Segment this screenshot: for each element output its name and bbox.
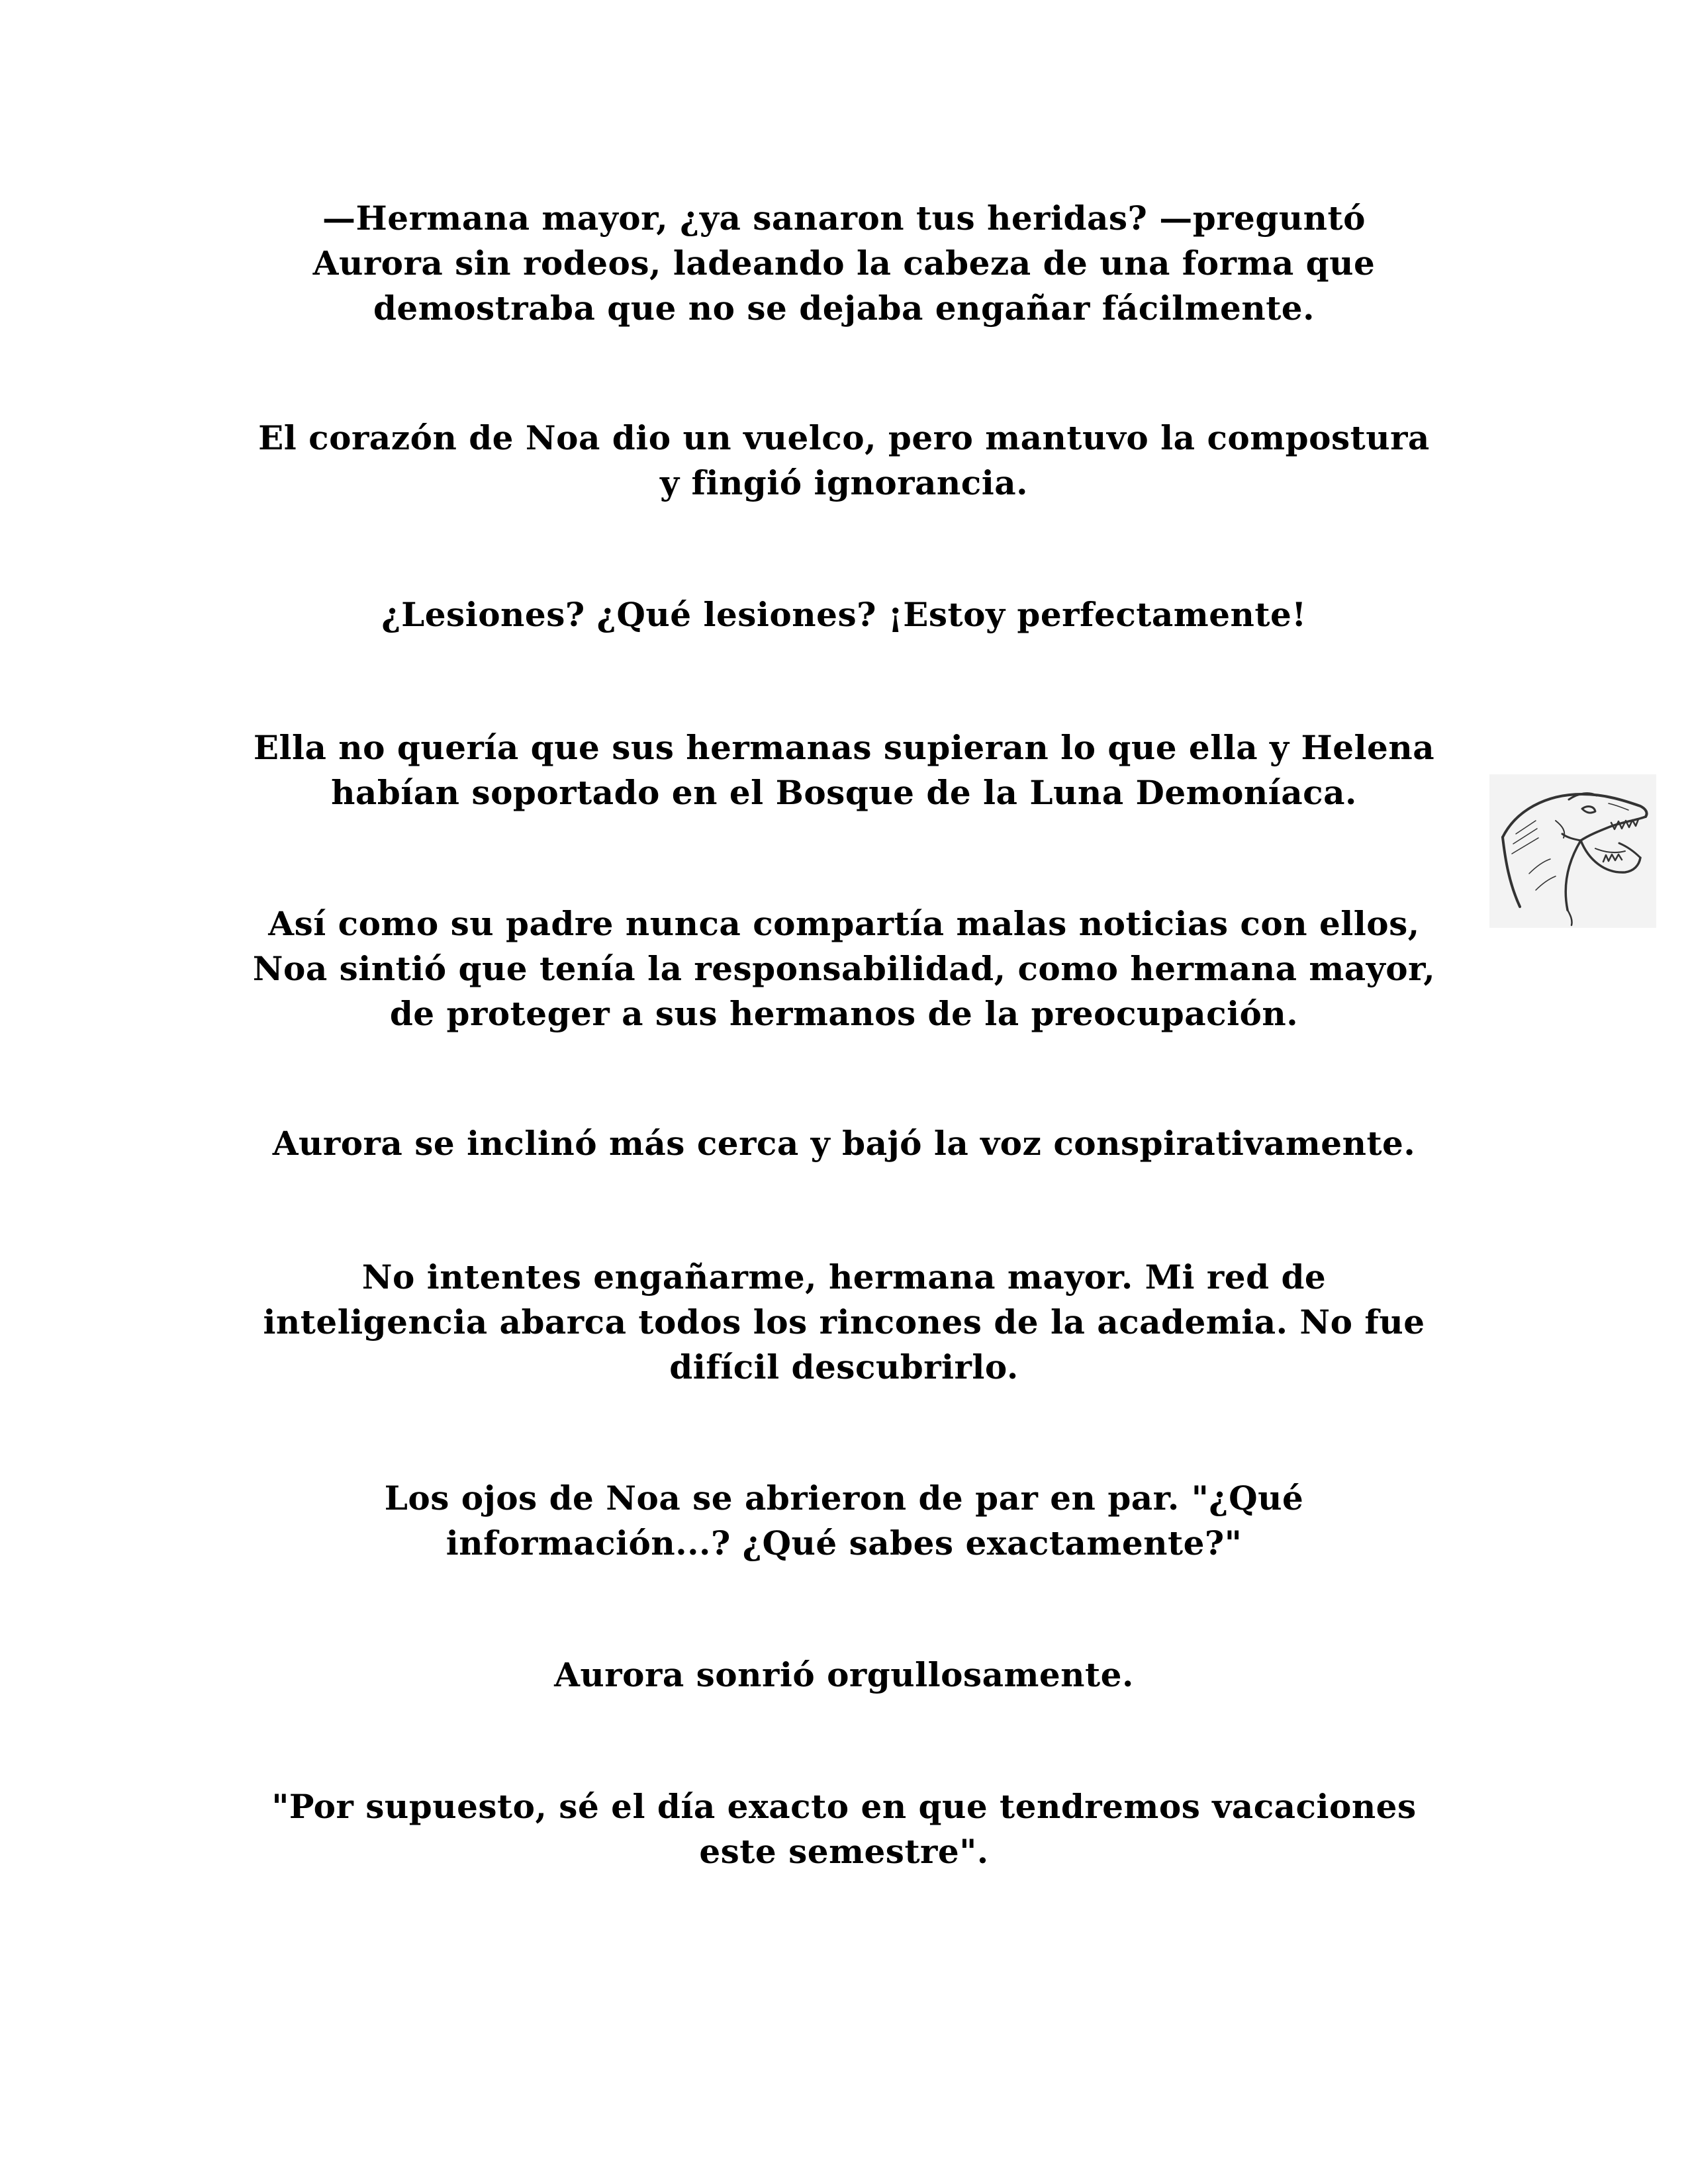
paragraph-6 (199, 1121, 1489, 1166)
paragraph-line: inteligencia abarca todos los rincones de la academia. No fue (263, 1302, 1425, 1342)
paragraph-line: este semestre". (699, 1832, 989, 1871)
paragraph-line: ¿Lesiones? ¿Qué lesiones? ¡Estoy perfectamente! (381, 595, 1307, 634)
paragraph-line: Aurora sonrió orgullosamente. (554, 1655, 1134, 1694)
paragraph-line: habían soportado en el Bosque de la Luna Demoníaca. (331, 773, 1357, 812)
paragraph-8 (199, 1476, 1489, 1566)
paragraph-line: Noa sintió que tenía la responsabilidad, como hermana mayor, (252, 949, 1436, 988)
paragraph-4 (199, 725, 1489, 815)
dinosaur-head-sketch-icon (1489, 774, 1656, 928)
paragraph-line: El corazón de Noa dio un vuelco, pero mantuvo la compostura (258, 418, 1430, 457)
paragraph-line: "Por supuesto, sé el día exacto en que tendremos vacaciones (271, 1787, 1417, 1826)
paragraph-line: de proteger a sus hermanos de la preocupación. (389, 994, 1299, 1033)
paragraph-10 (199, 1784, 1489, 1874)
paragraph-5 (199, 901, 1489, 1036)
paragraph-3 (199, 592, 1489, 637)
paragraph-line: difícil descubrirlo. (669, 1347, 1019, 1387)
paragraph-line: demostraba que no se dejaba engañar fácilmente. (373, 289, 1315, 328)
paragraph-line: Ella no quería que sus hermanas supieran lo que ella y Helena (253, 728, 1435, 767)
paragraph-line: Aurora se inclinó más cerca y bajó la voz conspirativamente. (272, 1124, 1416, 1163)
paragraph-line: información...? ¿Qué sabes exactamente?" (445, 1524, 1243, 1563)
paragraph-line: Así como su padre nunca compartía malas noticias con ellos, (268, 904, 1420, 943)
paragraph-line: —Hermana mayor, ¿ya sanaron tus heridas? —preguntó (322, 199, 1366, 238)
paragraph-line: y fingió ignorancia. (659, 463, 1029, 502)
paragraph-2 (199, 416, 1489, 506)
paragraph-line: No intentes engañarme, hermana mayor. Mi red de (361, 1257, 1327, 1297)
paragraph-9 (199, 1653, 1489, 1698)
paragraph-7 (199, 1255, 1489, 1390)
paragraph-1 (199, 196, 1489, 331)
paragraph-line: Los ojos de Noa se abrieron de par en par. "¿Qué (384, 1479, 1304, 1518)
paragraph-line: Aurora sin rodeos, ladeando la cabeza de una forma que (312, 244, 1376, 283)
